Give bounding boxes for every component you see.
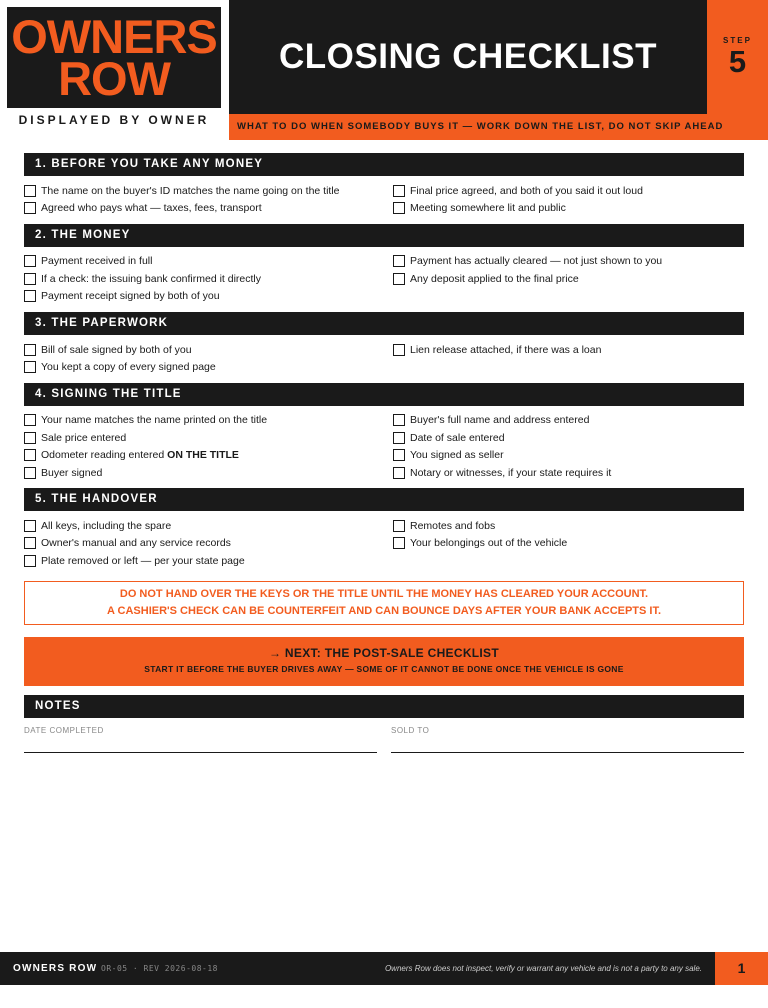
checklist-item[interactable]	[393, 253, 744, 270]
checklist-item[interactable]	[24, 517, 393, 534]
page-title: CLOSING CHECKLIST	[279, 37, 657, 76]
item-label: Remotes and fobs	[410, 519, 496, 532]
checklist-item[interactable]	[393, 464, 744, 481]
checklist-item[interactable]	[24, 464, 393, 481]
item-label: Plate removed or left — per your state page	[41, 554, 245, 567]
checklist-item[interactable]	[24, 429, 393, 446]
checkbox[interactable]	[24, 185, 36, 197]
checkbox[interactable]	[24, 273, 36, 285]
checklist-item[interactable]	[24, 199, 393, 216]
item-label: Final price agreed, and both of you said it out loud	[410, 184, 643, 197]
item-label: You kept a copy of every signed page	[41, 361, 216, 374]
right-column	[393, 412, 744, 482]
next-step-banner[interactable]	[24, 637, 744, 686]
section-paperwork	[24, 312, 744, 383]
item-label: The name on the buyer's ID matches the name going on the title	[41, 184, 340, 197]
logo	[7, 7, 221, 108]
item-label: Payment received in full	[41, 255, 153, 268]
checklist-item[interactable]	[393, 429, 744, 446]
checklist-item[interactable]	[393, 412, 744, 429]
item-label: Agreed who pays what — taxes, fees, transport	[41, 202, 262, 215]
checkbox[interactable]	[393, 202, 405, 214]
checkbox[interactable]	[393, 432, 405, 444]
checkbox[interactable]	[24, 555, 36, 567]
item-label: Any deposit applied to the final price	[410, 272, 579, 285]
checklist-item[interactable]	[24, 412, 393, 429]
section-title: 2. THE MONEY	[24, 224, 744, 247]
left-column	[24, 517, 393, 569]
checklist-item[interactable]	[24, 447, 393, 464]
section-items	[24, 176, 744, 224]
section-handover	[24, 488, 744, 576]
sold-to-field	[391, 726, 744, 753]
checkbox[interactable]	[393, 520, 405, 532]
logo-line-2: ROW	[58, 51, 170, 105]
notes-title: NOTES	[24, 695, 744, 718]
left-column	[24, 253, 393, 305]
checkbox[interactable]	[393, 344, 405, 356]
sold-to-line[interactable]	[391, 752, 744, 753]
section-before-money	[24, 153, 744, 224]
section-items	[24, 511, 744, 576]
item-label: Buyer's full name and address entered	[410, 414, 590, 427]
step-label: STEP	[723, 36, 752, 45]
checklist-content	[24, 153, 744, 753]
checklist-item[interactable]	[393, 535, 744, 552]
section-title: 3. THE PAPERWORK	[24, 312, 744, 335]
checklist-item[interactable]	[393, 199, 744, 216]
page-header	[0, 0, 768, 140]
checkbox[interactable]	[24, 202, 36, 214]
item-emphasis: ON THE TITLE	[167, 449, 239, 462]
warning-box	[24, 581, 744, 625]
checklist-item[interactable]	[24, 535, 393, 552]
checkbox[interactable]	[24, 290, 36, 302]
checklist-item[interactable]	[393, 447, 744, 464]
left-column	[24, 341, 393, 376]
notes-fields	[24, 726, 744, 753]
item-label: Owner's manual and any service records	[41, 537, 231, 550]
page-footer	[0, 952, 768, 985]
title-band	[229, 0, 707, 114]
checkbox[interactable]	[24, 537, 36, 549]
item-label: If a check: the issuing bank confirmed it directly	[41, 272, 262, 285]
right-column	[393, 182, 744, 217]
date-completed-line[interactable]	[24, 752, 377, 753]
checklist-item[interactable]	[393, 270, 744, 287]
field-label: DATE COMPLETED	[24, 726, 104, 736]
checklist-item[interactable]	[24, 288, 393, 305]
checkbox[interactable]	[393, 414, 405, 426]
item-label: Notary or witnesses, if your state requires it	[410, 466, 612, 479]
right-column	[393, 253, 744, 305]
item-label: Lien release attached, if there was a loan	[410, 343, 602, 356]
right-column	[393, 517, 744, 569]
page-number: 1	[715, 952, 768, 985]
checkbox[interactable]	[24, 467, 36, 479]
checkbox[interactable]	[24, 414, 36, 426]
item-label: Bill of sale signed by both of you	[41, 343, 192, 356]
warning-line-1: DO NOT HAND OVER THE KEYS OR THE TITLE UNTIL THE MONEY HAS CLEARED YOUR ACCOUNT.	[119, 588, 649, 601]
checkbox[interactable]	[393, 255, 405, 267]
next-step-title: → NEXT: THE POST-SALE CHECKLIST	[269, 646, 499, 661]
step-badge	[707, 0, 768, 114]
section-title: 1. BEFORE YOU TAKE ANY MONEY	[24, 153, 744, 176]
item-label: Buyer signed	[41, 466, 103, 479]
checklist-item[interactable]	[24, 358, 393, 375]
checklist-item[interactable]	[393, 182, 744, 199]
item-label: Odometer reading entered	[41, 449, 165, 462]
right-column	[393, 341, 744, 376]
checkbox[interactable]	[393, 537, 405, 549]
checkbox[interactable]	[24, 344, 36, 356]
checklist-item[interactable]	[24, 253, 393, 270]
checkbox[interactable]	[393, 467, 405, 479]
next-step-subtitle: START IT BEFORE THE BUYER DRIVES AWAY — SOME OF IT CANNOT BE DONE ONCE THE VEHICLE IS GONE	[144, 664, 624, 675]
checkbox[interactable]	[393, 449, 405, 461]
checklist-item[interactable]	[393, 517, 744, 534]
section-items	[24, 335, 744, 383]
item-label: Your belongings out of the vehicle	[410, 537, 568, 550]
item-label: Your name matches the name printed on the title	[41, 414, 268, 427]
item-label: Payment receipt signed by both of you	[41, 290, 220, 303]
item-label: You signed as seller	[410, 449, 504, 462]
footer-brand: OWNERS ROW	[13, 963, 98, 974]
page-subtitle: WHAT TO DO WHEN SOMEBODY BUYS IT — WORK DOWN THE LIST, DO NOT SKIP AHEAD	[229, 114, 768, 140]
checkbox[interactable]	[24, 520, 36, 532]
checklist-item[interactable]	[393, 341, 744, 358]
section-money	[24, 224, 744, 312]
checklist-item[interactable]	[24, 341, 393, 358]
checklist-item[interactable]	[24, 552, 393, 569]
checkbox[interactable]	[24, 361, 36, 373]
step-number: 5	[728, 44, 747, 79]
item-label: All keys, including the spare	[41, 519, 172, 532]
checklist-item[interactable]	[24, 182, 393, 199]
footer-doc-code: OR-05 · REV 2026-08-18	[101, 964, 218, 973]
item-label: Date of sale entered	[410, 431, 505, 444]
checkbox[interactable]	[393, 273, 405, 285]
item-label: Meeting somewhere lit and public	[410, 202, 566, 215]
checkbox[interactable]	[393, 185, 405, 197]
left-column	[24, 412, 393, 482]
date-completed-field	[24, 726, 377, 753]
checkbox[interactable]	[24, 449, 36, 461]
checkbox[interactable]	[24, 432, 36, 444]
section-items	[24, 247, 744, 312]
section-title: 5. THE HANDOVER	[24, 488, 744, 511]
footer-disclaimer: Owners Row does not inspect, verify or warrant any vehicle and is not a party to any sale.	[384, 964, 702, 973]
left-column	[24, 182, 393, 217]
item-label: Sale price entered	[41, 431, 127, 444]
logo-line-1: OWNERS	[11, 9, 217, 63]
item-label: Payment has actually cleared — not just shown to you	[410, 255, 663, 268]
logo-tagline: DISPLAYED BY OWNER	[18, 113, 210, 127]
section-items	[24, 406, 744, 489]
checklist-item[interactable]	[24, 270, 393, 287]
section-signing-title	[24, 383, 744, 489]
checkbox[interactable]	[24, 255, 36, 267]
section-title: 4. SIGNING THE TITLE	[24, 383, 744, 406]
warning-line-2: A CASHIER'S CHECK CAN BE COUNTERFEIT AND CAN BOUNCE DAYS AFTER YOUR BANK ACCEPTS IT.	[106, 605, 662, 618]
field-label: SOLD TO	[391, 726, 430, 736]
